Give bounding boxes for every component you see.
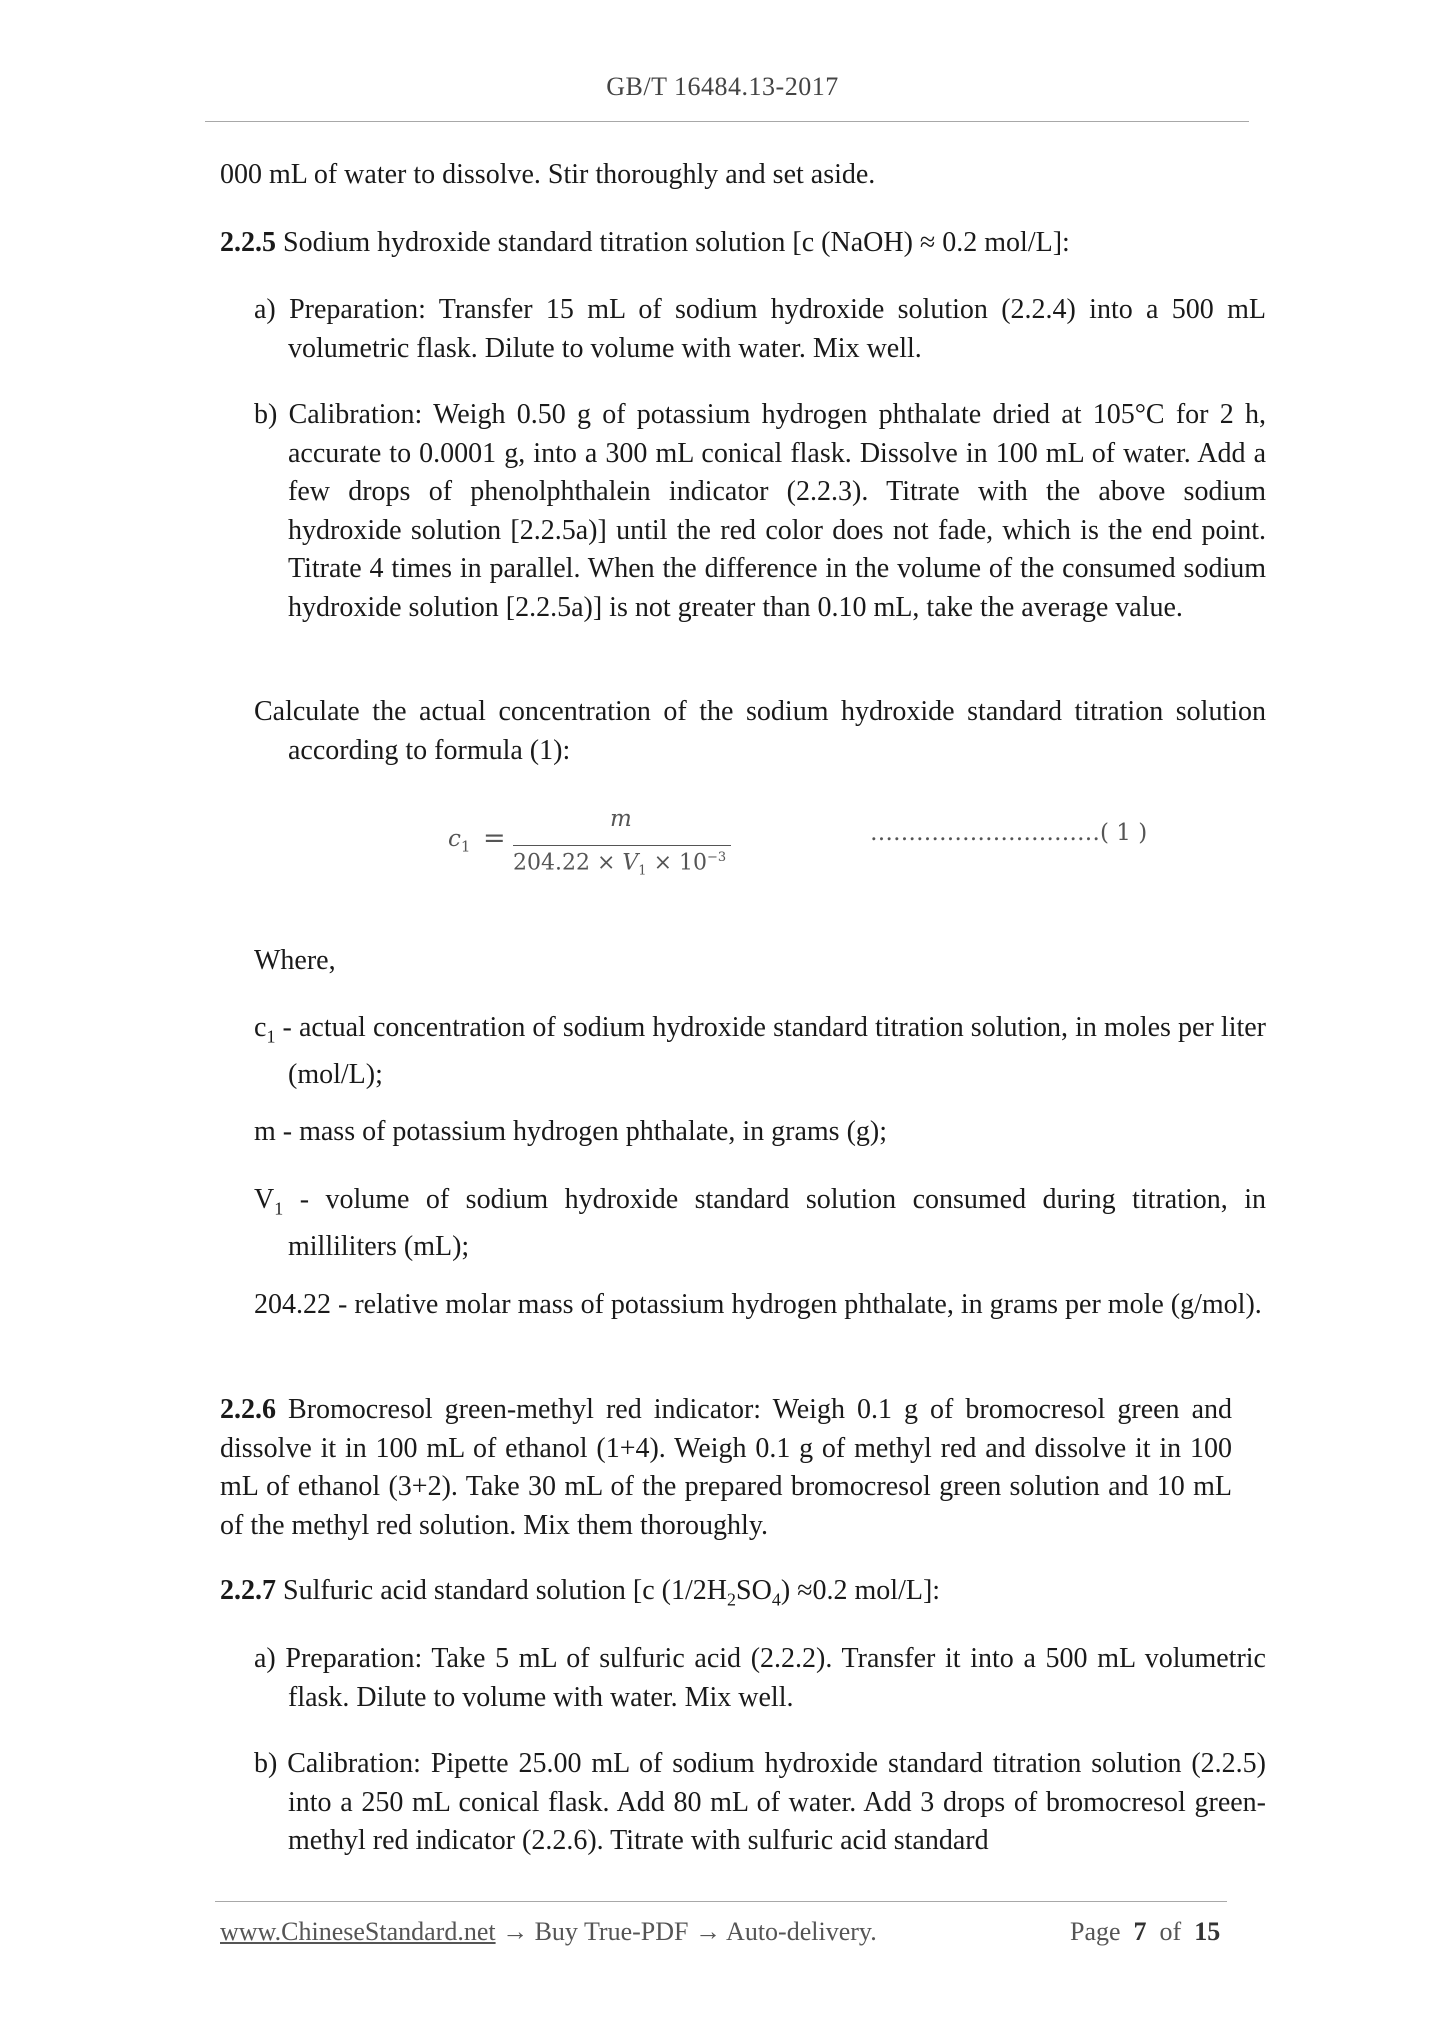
section-text: Bromocresol green-methyl red indicator: Weigh 0.1 g of bromocresol green and dissolve it in 100 mL of ethanol (1+4). Weigh 0.1 g of methyl red and dissolve it in 100 mL of ethanol (3+2). Take 30 mL of the prepared bromocresol green solution and 10 mL of the methyl red solution. Mix them thoroughly. [220, 1394, 1232, 1541]
section-2-2-5-heading [220, 224, 1232, 263]
current-page: 7 [1133, 1917, 1147, 1946]
formula-1 [440, 806, 1240, 879]
fraction-bar [513, 845, 731, 846]
list-item-preparation: a) Preparation: Transfer 15 mL of sodium hydroxide solution (2.2.4) into a 500 mL volumetric flask. Dilute to volume with water. Mix well. [254, 294, 1266, 364]
definition-c1: $c_1$ - actual concentration of sodium hydroxide standard titration solution, in moles per liter (mol/L); [254, 1012, 1266, 1091]
footer-promo [220, 1917, 877, 1947]
website-link[interactable]: www.ChineseStandard.net [220, 1917, 496, 1946]
definition-molar-mass: 204.22 - relative molar mass of potassium hydrogen phthalate, in grams per mole (g/mol). [254, 1289, 1262, 1320]
definition-m: m - mass of potassium hydrogen phthalate, in grams (g); [254, 1116, 887, 1147]
footer-divider [215, 1901, 1227, 1902]
header-divider [205, 121, 1249, 122]
section-number: 2.2.7 [220, 1575, 276, 1606]
formula-denominator: $204.22 \times V_1 \times 10^{-3}$ [513, 850, 727, 879]
total-pages: 15 [1194, 1917, 1221, 1946]
definition-v1: $V_1$ - volume of sodium hydroxide standard solution consumed during titration, in milliliters (mL); [254, 1184, 1266, 1263]
footer-promo-text: → Buy True-PDF → Auto-delivery. [495, 1917, 877, 1946]
list-item-preparation-2: a) Preparation: Take 5 mL of sulfuric acid (2.2.2). Transfer it into a 500 mL volumetric flask. Dilute to volume with water. Mix well. [254, 1643, 1266, 1713]
calculation-paragraph: Calculate the actual concentration of the sodium hydroxide standard titration solution according to formula (1): [254, 696, 1266, 766]
where-label: Where, [254, 945, 336, 976]
paragraph-continuation: 000 mL of water to dissolve. Stir thoroughly and set aside. [220, 159, 876, 190]
section-number: 2.2.5 [220, 227, 276, 258]
formula-equals: = [483, 823, 506, 854]
page-indicator: Page 7 of 15 [1070, 1917, 1221, 1946]
formula-number: …………………………( 1 ) [870, 820, 1148, 846]
section-text: Sodium hydroxide standard titration solution [c (NaOH) ≈ 0.2 mol/L]: [276, 227, 1070, 258]
formula-lhs: $c_1$ [448, 826, 471, 856]
formula-numerator: m [610, 806, 632, 832]
section-number: 2.2.6 [220, 1394, 276, 1425]
list-item-calibration: b) Calibration: Weigh 0.50 g of potassium hydrogen phthalate dried at 105°C for 2 h, accurate to 0.0001 g, into a 300 mL conical flask. Dissolve in 100 mL of water. Add a few drops of phenolphthalein indicator (2.2.3). Titrate with the above sodium hydroxide solution [2.2.5a)] until the red color does not fade, which is the end point. Titrate 4 times in parallel. When the difference in the volume of the consumed sodium hydroxide solution [2.2.5a)] is not greater than 0.10 mL, take the average value. [254, 399, 1266, 623]
page-header: GB/T 16484.13-2017 [606, 72, 839, 101]
section-2-2-6 [220, 1391, 1232, 1545]
section-2-2-7-heading: 2.2.7 Sulfuric acid standard solution [c $(1/2H_2SO_4) \approx 0.2$ mol/L]: [220, 1575, 941, 1610]
list-item-calibration-2: b) Calibration: Pipette 25.00 mL of sodium hydroxide standard titration solution (2.2.5) into a 250 mL conical flask. Add 80 mL of water. Add 3 drops of bromocresol green-methyl red indicator (2.2.6). Titrate with sulfuric acid standard [254, 1748, 1266, 1856]
